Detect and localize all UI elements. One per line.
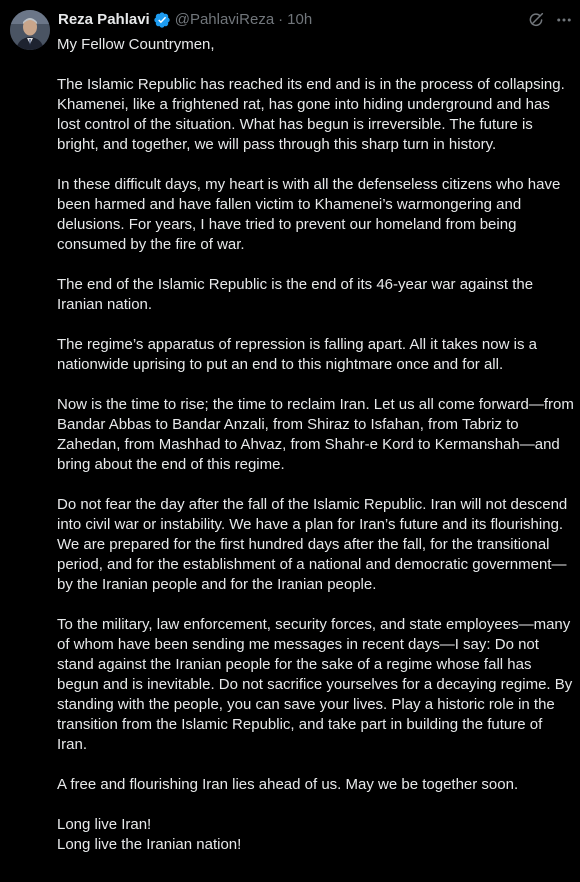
tweet-paragraph: A free and flourishing Iran lies ahead of us. May we be together soon. [57,776,519,793]
more-options-icon[interactable] [554,10,574,30]
header-actions [526,10,574,30]
verified-badge-icon [153,11,171,29]
tweet-paragraph-greeting: My Fellow Countrymen, [57,36,215,53]
tweet-paragraph: The regime’s apparatus of repression is falling apart. All it takes now is a nationwide uprising to put an end to this nightmare once and for all. [57,336,537,373]
avatar[interactable] [10,10,50,50]
tweet-paragraph: The Islamic Republic has reached its end and is in the process of collapsing. Khamenei, like a frightened rat, has gone into hiding underground and has lost control of the situation. What has begun is irreversible. The future is bright, and together, we will pass through this sharp turn in history. [57,76,565,153]
tweet-paragraph-closing: Long live Iran! Long live the Iranian nation! [57,816,242,853]
tweet-paragraph: The end of the Islamic Republic is the end of its 46-year war against the Iranian nation. [57,276,534,313]
tweet-paragraph: Now is the time to rise; the time to reclaim Iran. Let us all come forward—from Bandar Abbas to Bandar Anzali, from Shiraz to Isfahan, from Tabriz to Zahedan, from Mashhad to Ahvaz, from Shahr-e Kord to Kermanshah—and bring about the end of this regime. [57,396,574,473]
tweet-paragraph: In these difficult days, my heart is with all the defenseless citizens who have been harmed and have fallen victim to Khamenei’s warmongering and delusions. For years, I have tried to prevent our homeland from being consumed by the fire of war. [57,176,561,253]
profile-photo-icon [10,10,50,50]
separator-dot: · [278,11,284,28]
display-name[interactable]: Reza Pahlavi [58,11,150,28]
grok-icon[interactable] [526,10,546,30]
timestamp[interactable]: 10h [287,11,313,28]
tweet-text [57,35,575,855]
tweet-paragraph: To the military, law enforcement, security forces, and state employees—many of whom have been sending me messages in recent days—I say: Do not stand against the Iranian people for the sake of a regime whose fall has begun and is inevitable. Do not sacrifice yourselves for a decaying regime. By standing with the people, you can save your lives. Play a historic role in the transition from the Islamic Republic, and take part in building the future of Iran. [57,616,573,753]
tweet-paragraph: Do not fear the day after the fall of the Islamic Republic. Iran will not descend into civil war or instability. We have a plan for Iran’s future and its flourishing. We are prepared for the first hundred days after the fall, for the transitional period, and for the establishment of a national and democratic government—by the Iranian people and for the Iranian people. [57,496,568,593]
tweet-header [58,10,312,30]
user-handle[interactable]: @PahlaviReza [174,11,275,28]
